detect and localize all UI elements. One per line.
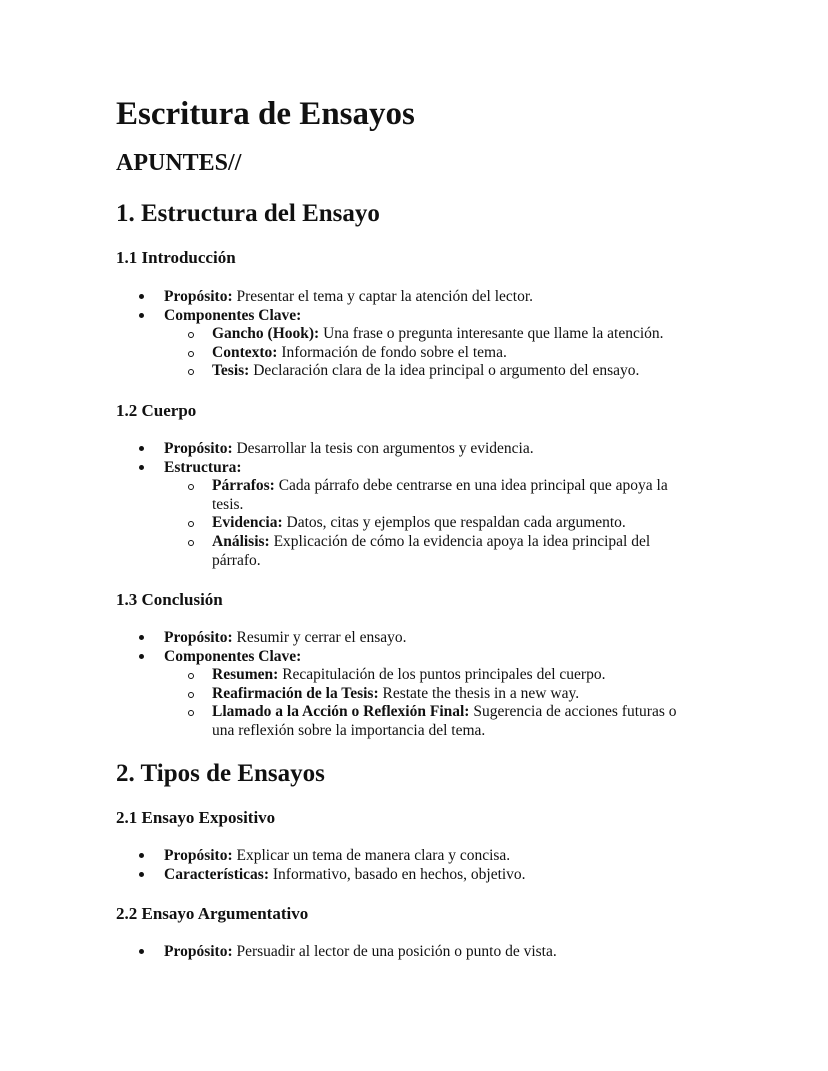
circle-bullet-icon (188, 710, 194, 716)
item-label: Evidencia: (212, 514, 283, 532)
section-2-1-list (116, 846, 716, 884)
item-text: Explicación de cómo la evidencia apoya la idea principal del párrafo. (212, 533, 651, 569)
bullet-icon (139, 465, 144, 470)
item-label: Propósito: (164, 629, 233, 646)
item-label: Características: (164, 866, 270, 883)
sub-list-item (164, 344, 700, 363)
item-text: Persuadir al lector de una posición o punto de vista. (232, 943, 557, 960)
section-2-2-heading: 2.2 Ensayo Argumentativo (116, 904, 309, 923)
sub-list-item (164, 666, 700, 685)
section-1-2-list (116, 439, 716, 571)
circle-bullet-icon (188, 521, 194, 527)
list-item (116, 865, 716, 884)
bullet-icon (139, 294, 144, 299)
list-item (116, 458, 716, 571)
item-text: Información de fondo sobre el tema. (277, 343, 507, 361)
item-label: Propósito: (164, 943, 233, 960)
list-item (116, 846, 716, 865)
circle-bullet-icon (188, 692, 194, 698)
item-label: Contexto: (212, 343, 278, 361)
item-label: Propósito: (164, 440, 233, 457)
list-item (116, 439, 716, 458)
section-2-heading: 2. Tipos de Ensayos (116, 760, 325, 787)
circle-bullet-icon (188, 673, 194, 679)
bullet-icon (139, 949, 144, 954)
section-2-2-list (116, 942, 716, 961)
item-label: Componentes Clave: (164, 307, 302, 324)
list-item (116, 942, 716, 961)
item-text: Cada párrafo debe centrarse en una idea principal que apoya la tesis. (212, 477, 668, 513)
sub-list-item (164, 325, 700, 344)
list-item (116, 306, 716, 381)
bullet-icon (139, 872, 144, 877)
sub-list (164, 325, 716, 381)
section-1-3-list (116, 628, 716, 741)
sub-list-item (164, 362, 700, 381)
item-label: Tesis: (212, 362, 250, 380)
item-text: Explicar un tema de manera clara y concisa. (232, 847, 511, 864)
section-1-heading: 1. Estructura del Ensayo (116, 200, 380, 227)
sub-list-item (164, 685, 700, 704)
item-text: Presentar el tema y captar la atención del lector. (232, 288, 533, 305)
sub-list (164, 477, 716, 571)
bullet-icon (139, 853, 144, 858)
sub-list-item (164, 703, 700, 740)
item-label: Propósito: (164, 288, 233, 305)
section-1-2-heading: 1.2 Cuerpo (116, 401, 197, 420)
item-label: Estructura: (164, 459, 242, 476)
sub-list-item (164, 514, 700, 533)
item-label: Análisis: (212, 533, 270, 551)
item-text: Sugerencia de acciones futuras o una reflexión sobre la importancia del tema. (212, 703, 677, 740)
section-1-1-heading: 1.1 Introducción (116, 248, 236, 267)
item-label: Llamado a la Acción o Reflexión Final: (212, 703, 470, 721)
section-1-1-list (116, 287, 716, 381)
bullet-icon (139, 635, 144, 640)
item-text: Declaración clara de la idea principal o argumento del ensayo. (249, 362, 640, 380)
section-2-1-heading: 2.1 Ensayo Expositivo (116, 808, 276, 827)
item-label: Resumen: (212, 666, 279, 683)
item-text: Informativo, basado en hechos, objetivo. (269, 866, 526, 883)
circle-bullet-icon (188, 484, 194, 490)
bullet-icon (139, 313, 144, 318)
list-item (116, 287, 716, 306)
list-item (116, 628, 716, 647)
sub-list-item (164, 533, 700, 570)
document-subtitle: APUNTES// (116, 150, 242, 176)
item-label: Reafirmación de la Tesis: (212, 684, 379, 702)
sub-list (164, 666, 716, 741)
item-label: Párrafos: (212, 477, 275, 494)
item-text: Recapitulación de los puntos principales del cuerpo. (278, 666, 606, 683)
item-text: Desarrollar la tesis con argumentos y evidencia. (232, 440, 534, 457)
item-label: Componentes Clave: (164, 648, 302, 665)
item-text: Restate the thesis in a new way. (378, 684, 580, 702)
document-title: Escritura de Ensayos (116, 96, 415, 132)
item-label: Gancho (Hook): (212, 325, 320, 342)
item-text: Resumir y cerrar el ensayo. (232, 629, 407, 646)
list-item (116, 647, 716, 741)
item-text: Datos, citas y ejemplos que respaldan cada argumento. (282, 514, 626, 532)
bullet-icon (139, 446, 144, 451)
item-label: Propósito: (164, 847, 233, 864)
circle-bullet-icon (188, 540, 194, 546)
circle-bullet-icon (188, 332, 194, 338)
section-1-3-heading: 1.3 Conclusión (116, 590, 223, 609)
bullet-icon (139, 654, 144, 659)
item-text: Una frase o pregunta interesante que llame la atención. (319, 325, 664, 342)
circle-bullet-icon (188, 351, 194, 357)
sub-list-item (164, 477, 700, 514)
circle-bullet-icon (188, 369, 194, 375)
